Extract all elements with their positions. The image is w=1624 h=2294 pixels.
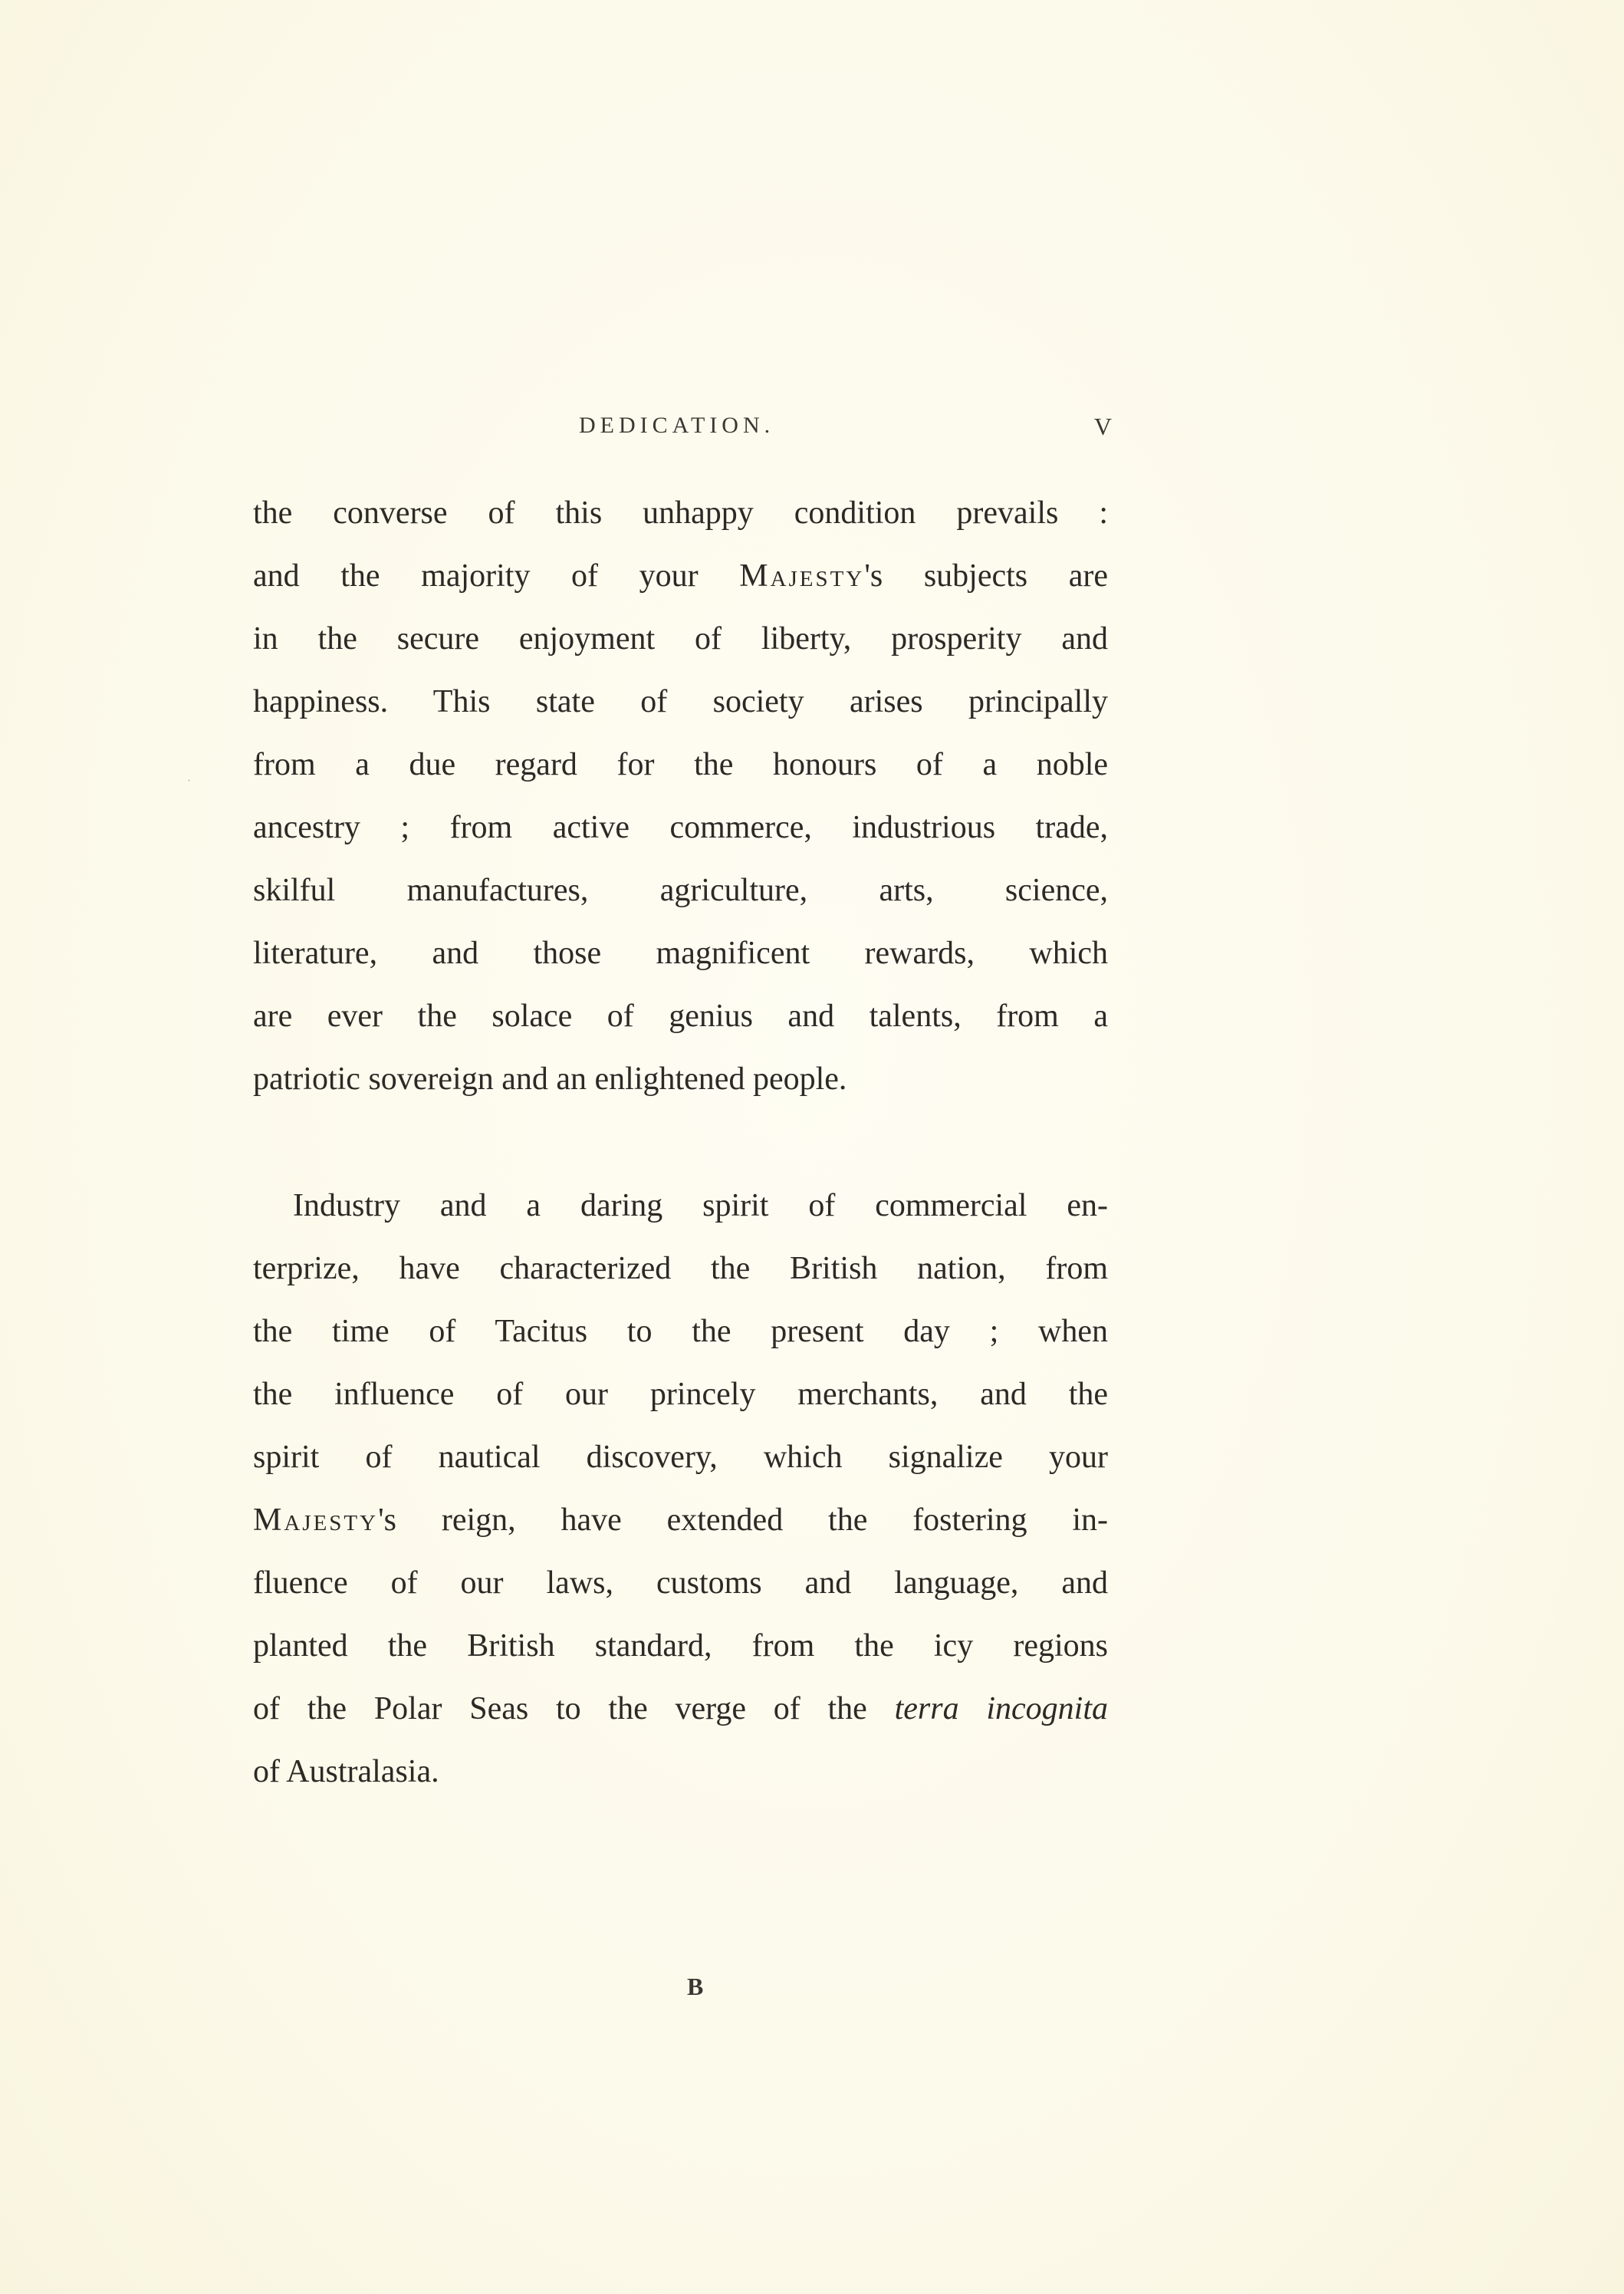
text-line: the converse of this unhappy condition prevails : (253, 495, 1108, 531)
text-line (253, 1489, 1108, 1552)
running-title: DEDICATION. (579, 413, 775, 438)
text-fragment: 's subjects are (864, 558, 1109, 594)
text-fragment: 's reign, have extended the fostering in- (378, 1502, 1108, 1538)
text-line: from a due regard for the honours of a noble (253, 747, 1108, 782)
text-line: the influence of our princely merchants, and the (253, 1377, 1108, 1412)
text-line: spirit of nautical discovery, which signalize your (253, 1440, 1108, 1475)
text-line: fluence of our laws, customs and language, and (253, 1565, 1108, 1601)
text-line: literature, and those magnificent rewards, which (253, 936, 1108, 971)
majesty-small-caps: Majesty (253, 1502, 379, 1538)
text-line (253, 545, 1108, 607)
page-number: V (1093, 413, 1112, 440)
running-head (253, 413, 1112, 443)
italic-phrase: terra incognita (894, 1691, 1108, 1726)
body-text (253, 482, 1108, 1803)
text-line: patriotic sovereign and an enlightened people. (253, 1061, 847, 1097)
paragraph-gap (253, 1111, 1108, 1174)
text-line: skilful manufactures, agriculture, arts, science, (253, 873, 1108, 908)
text-line: happiness. This state of society arises principally (253, 684, 1108, 719)
paragraph-2 (253, 1174, 1108, 1803)
text-line: Industry and a daring spirit of commercial en- (293, 1188, 1108, 1223)
paragraph-1 (253, 482, 1108, 1111)
margin-speck: · (187, 775, 192, 788)
text-line: ancestry ; from active commerce, industrious trade, (253, 810, 1108, 845)
text-line: in the secure enjoyment of liberty, prosperity and (253, 621, 1108, 657)
text-fragment: and the majority of your (253, 558, 740, 594)
text-line: planted the British standard, from the icy regions (253, 1628, 1108, 1664)
majesty-small-caps: Majesty (739, 558, 865, 594)
text-line: the time of Tacitus to the present day ; when (253, 1314, 1108, 1349)
text-fragment: of the Polar Seas to the verge of the (253, 1691, 895, 1726)
text-line: of Australasia. (253, 1754, 439, 1789)
text-line: terprize, have characterized the British nation, from (253, 1251, 1108, 1286)
text-line: are ever the solace of genius and talents, from a (253, 999, 1108, 1034)
signature-mark: B (687, 1973, 704, 2000)
text-line (253, 1677, 1108, 1740)
